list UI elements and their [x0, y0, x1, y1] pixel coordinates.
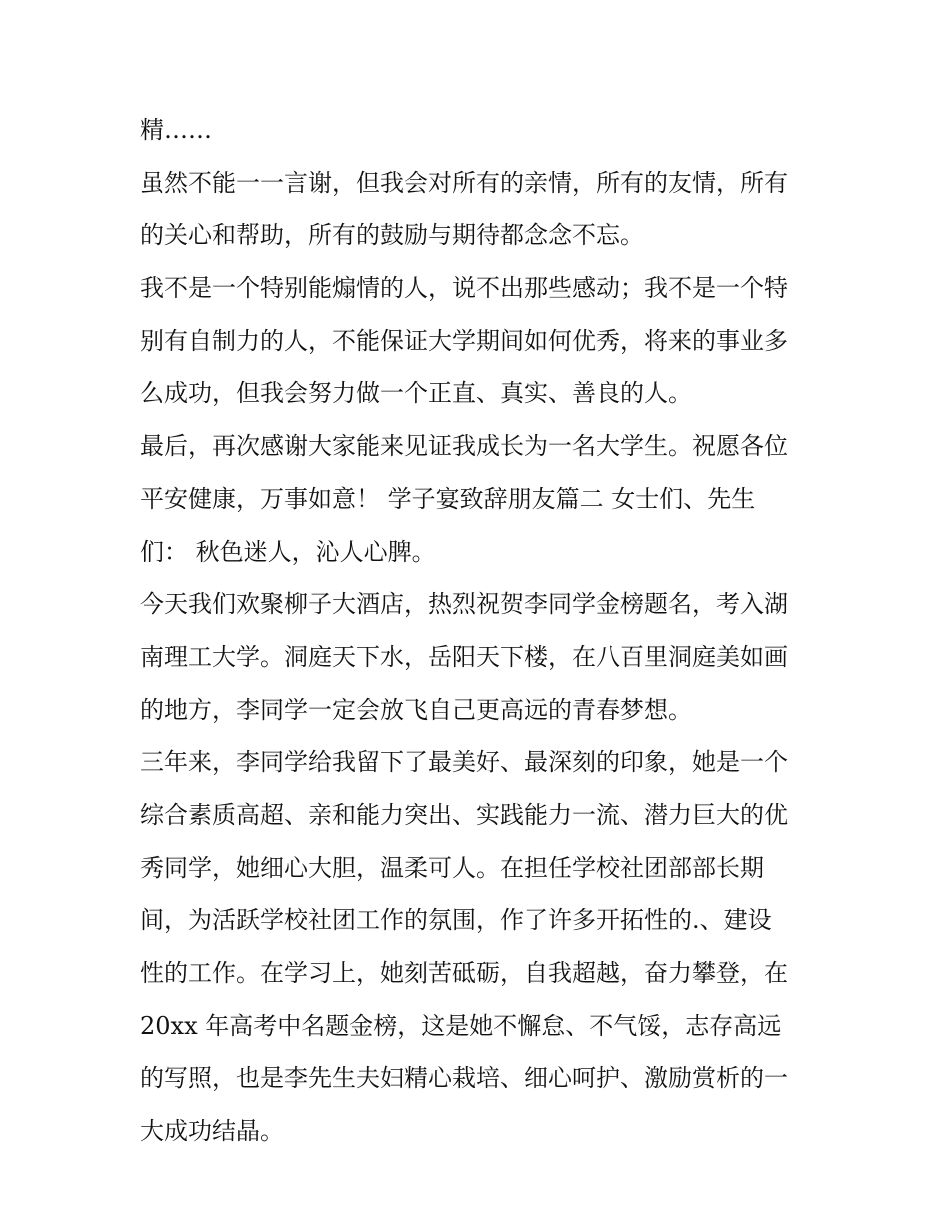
text-line: 三年来，李同学给我留下了最美好、最深刻的印象，她是一个 [140, 748, 788, 777]
text-line: 今天我们欢聚柳子大酒店，热烈祝贺李同学金榜题名，考入湖 [140, 590, 788, 619]
text-line: 的关心和帮助，所有的鼓励与期待都念念不忘。 [140, 221, 644, 250]
body-text [140, 110, 820, 1164]
text-line: 么成功，但我会努力做一个正直、真实、善良的人。 [140, 379, 692, 408]
text-line: 20xx 年高考中名题金榜，这是她不懈怠、不气馁，志存高远 [140, 1011, 782, 1040]
text-line: 的写照，也是李先生夫妇精心栽培、细心呵护、激励赏析的一 [140, 1064, 788, 1093]
text-line: 们： 秋色迷人，沁人心脾。 [140, 537, 436, 566]
text-line: 综合素质高超、亲和能力突出、实践能力一流、潜力巨大的优 [140, 800, 788, 829]
text-line: 的地方，李同学一定会放飞自己更高远的青春梦想。 [140, 695, 692, 724]
text-line: 大成功结晶。 [140, 1117, 284, 1146]
text-line: 最后，再次感谢大家能来见证我成长为一名大学生。祝愿各位 [140, 432, 788, 461]
text-line: 平安健康，万事如意！ 学子宴致辞朋友篇二 女士们、先生 [140, 484, 756, 513]
text-line: 秀同学，她细心大胆，温柔可人。在担任学校社团部部长期 [140, 853, 764, 882]
text-line: 虽然不能一一言谢，但我会对所有的亲情，所有的友情，所有 [140, 168, 788, 197]
text-line: 间，为活跃学校社团工作的氛围，作了许多开拓性的.、建设 [140, 906, 772, 935]
text-line: 精…… [140, 116, 212, 144]
text-line: 南理工大学。洞庭天下水，岳阳天下楼，在八百里洞庭美如画 [140, 642, 788, 671]
text-line: 我不是一个特别能煽情的人，说不出那些感动；我不是一个特 [140, 274, 788, 303]
text-line: 性的工作。在学习上，她刻苦砥砺，自我超越，奋力攀登，在 [140, 959, 788, 987]
text-line: 别有自制力的人，不能保证大学期间如何优秀，将来的事业多 [140, 326, 788, 355]
